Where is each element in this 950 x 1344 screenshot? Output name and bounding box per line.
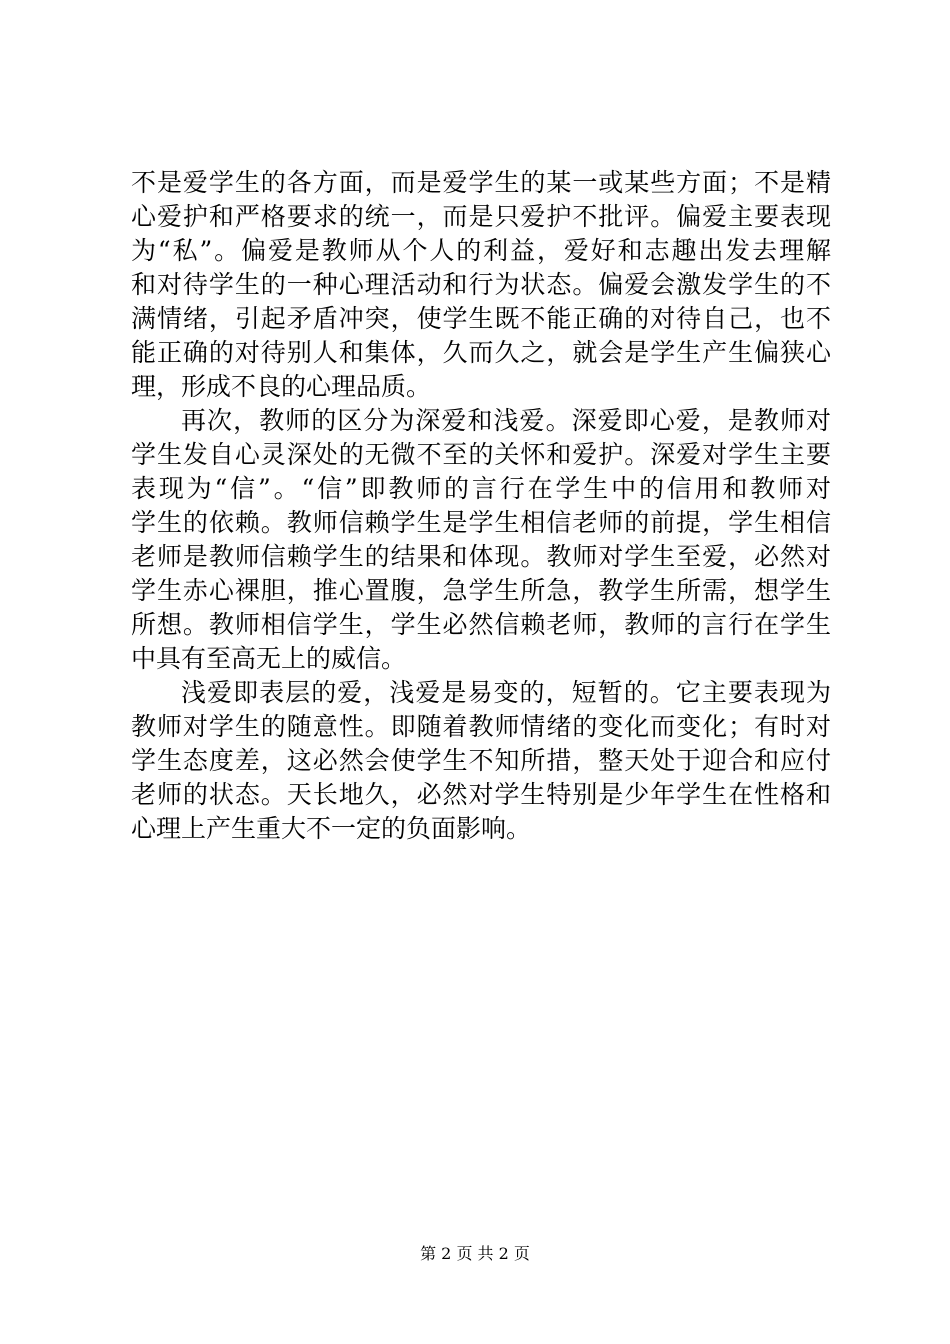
text-line: 理，形成不良的心理品质。 [131,372,432,401]
text-line: 再次，教师的区分为深爱和浅爱。深爱即心爱，是教师对 [181,406,831,435]
text-line: 中具有至高无上的威信。 [131,644,407,673]
text-line: 学生发自心灵深处的无微不至的关怀和爱护。深爱对学生主要 [131,440,831,469]
text-line: 能正确的对待别人和集体，久而久之，就会是学生产生偏狭心 [131,338,831,367]
text-line: 学生赤心裸胆，推心置腹，急学生所急，教学生所需，想学生 [131,576,831,605]
paragraph-2 [131,404,831,676]
text-line: 学生态度差，这必然会使学生不知所措，整天处于迎合和应付 [131,746,831,775]
page-number-footer: 第 2 页 共 2 页 [420,1244,530,1263]
text-line: 心理上产生重大不一定的负面影响。 [131,814,532,843]
paragraph-3 [131,676,831,846]
text-line: 学生的依赖。教师信赖学生是学生相信老师的前提，学生相信 [131,508,831,537]
paragraph-1 [131,166,831,404]
text-line: 为“私”。偏爱是教师从个人的利益，爱好和志趣出发去理解 [131,236,831,265]
text-line: 老师是教师信赖学生的结果和体现。教师对学生至爱，必然对 [131,542,831,571]
text-line: 和对待学生的一种心理活动和行为状态。偏爱会激发学生的不 [131,270,831,299]
text-line: 教师对学生的随意性。即随着教师情绪的变化而变化；有时对 [131,712,831,741]
text-line: 浅爱即表层的爱，浅爱是易变的，短暂的。它主要表现为 [181,678,831,707]
text-line: 老师的状态。天长地久，必然对学生特别是少年学生在性格和 [131,780,831,809]
text-line: 满情绪，引起矛盾冲突，使学生既不能正确的对待自己，也不 [131,304,831,333]
text-line: 不是爱学生的各方面，而是爱学生的某一或某些方面；不是精 [131,168,831,197]
text-line: 表现为“信”。“信”即教师的言行在学生中的信用和教师对 [131,474,831,503]
text-line: 所想。教师相信学生，学生必然信赖老师，教师的言行在学生 [131,610,831,639]
text-line: 心爱护和严格要求的统一，而是只爱护不批评。偏爱主要表现 [131,202,831,231]
document-body [131,166,831,846]
